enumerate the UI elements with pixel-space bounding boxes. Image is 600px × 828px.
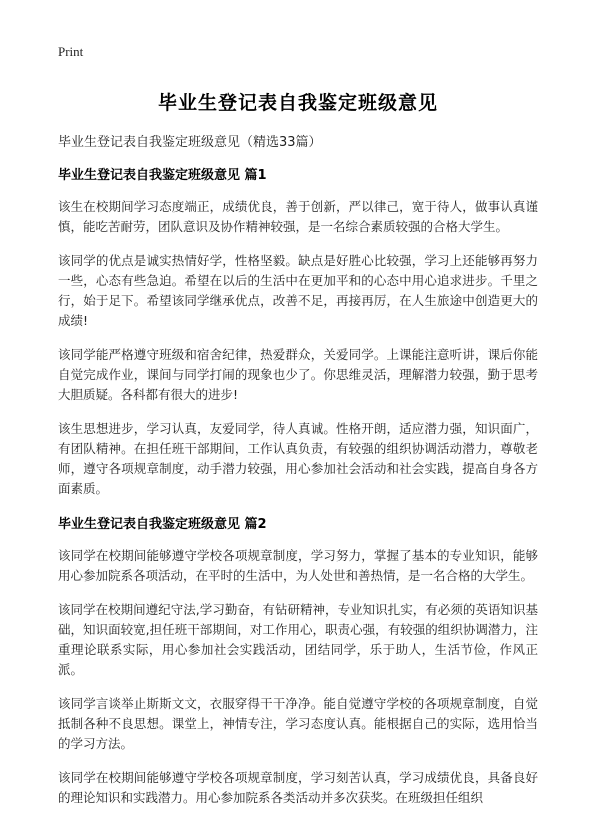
paragraph: 该生思想进步，学习认真，友爱同学，待人真诚。性格开朗，适应潜力强，知识面广，有团队精神。在担任班干部期间，工作认真负责，有较强的组织协调活动潜力，尊敬老师，遵守各项规章制度，动手潜力较强，用心参加社会活动和社会实践，提高自身各方面素质。 — [58, 421, 538, 496]
print-link[interactable]: Print — [58, 44, 84, 59]
paragraph: 该同学能严格遵守班级和宿舍纪律，热爱群众，关爱同学。上课能注意听讲，课后你能自觉完成作业，课间与同学打闹的现象也少了。你思维灵活，理解潜力较强，勤于思考大胆质疑。各科都有很大的进步! — [58, 347, 538, 402]
section-heading: 毕业生登记表自我鉴定班级意见 篇1 — [58, 168, 267, 183]
paragraph: 该同学在校期间遵纪守法,学习勤奋，有钻研精神，专业知识扎实，有必须的英语知识基础，知识面较宽,担任班干部期间，对工作用心，职责心强，有较强的组织协调潜力，注重理论联系实际，用心参加社会实践活动，团结同学，乐于助人，生活节俭，作风正派。 — [58, 602, 538, 677]
document-title: 毕业生登记表自我鉴定班级意见 — [157, 92, 438, 114]
paragraph: 该同学在校期间能够遵守学校各项规章制度，学习努力，掌握了基本的专业知识，能够用心参加院系各项活动，在平时的生活中，为人处世和善热情，是一名合格的大学生。 — [58, 548, 538, 583]
paragraph: 该生在校期间学习态度端正，成绩优良，善于创新，严以律己，宽于待人，做事认真谨慎，能吃苦耐劳，团队意识及协作精神较强，是一名综合素质较强的合格大学生。 — [58, 199, 538, 234]
paragraph: 该同学的优点是诚实热情好学，性格坚毅。缺点是好胜心比较强，学习上还能够再努力一些，心态有些急迫。希望在以后的生活中在更加平和的心态中用心追求进步。千里之行，始于足下。希望该同学继承优点，改善不足，再接再厉，在人生旅途中创造更大的成绩! — [58, 253, 538, 328]
paragraph: 该同学言谈举止斯斯文文，衣服穿得干干净净。能自觉遵守学校的各项规章制度，自觉抵制各种不良思想。课堂上，神情专注，学习态度认真。能根据自己的实际，选用恰当的学习方法。 — [58, 696, 538, 751]
document-subtitle: 毕业生登记表自我鉴定班级意见（精选33篇） — [58, 135, 322, 150]
section-1 — [58, 164, 538, 499]
paragraph: 该同学在校期间能够遵守学校各项规章制度，学习刻苦认真，学习成绩优良，具备良好的理论知识和实践潜力。用心参加院系各类活动并多次获奖。在班级担任组织 — [58, 770, 538, 805]
section-heading: 毕业生登记表自我鉴定班级意见 篇2 — [58, 517, 267, 532]
section-2 — [58, 513, 538, 808]
